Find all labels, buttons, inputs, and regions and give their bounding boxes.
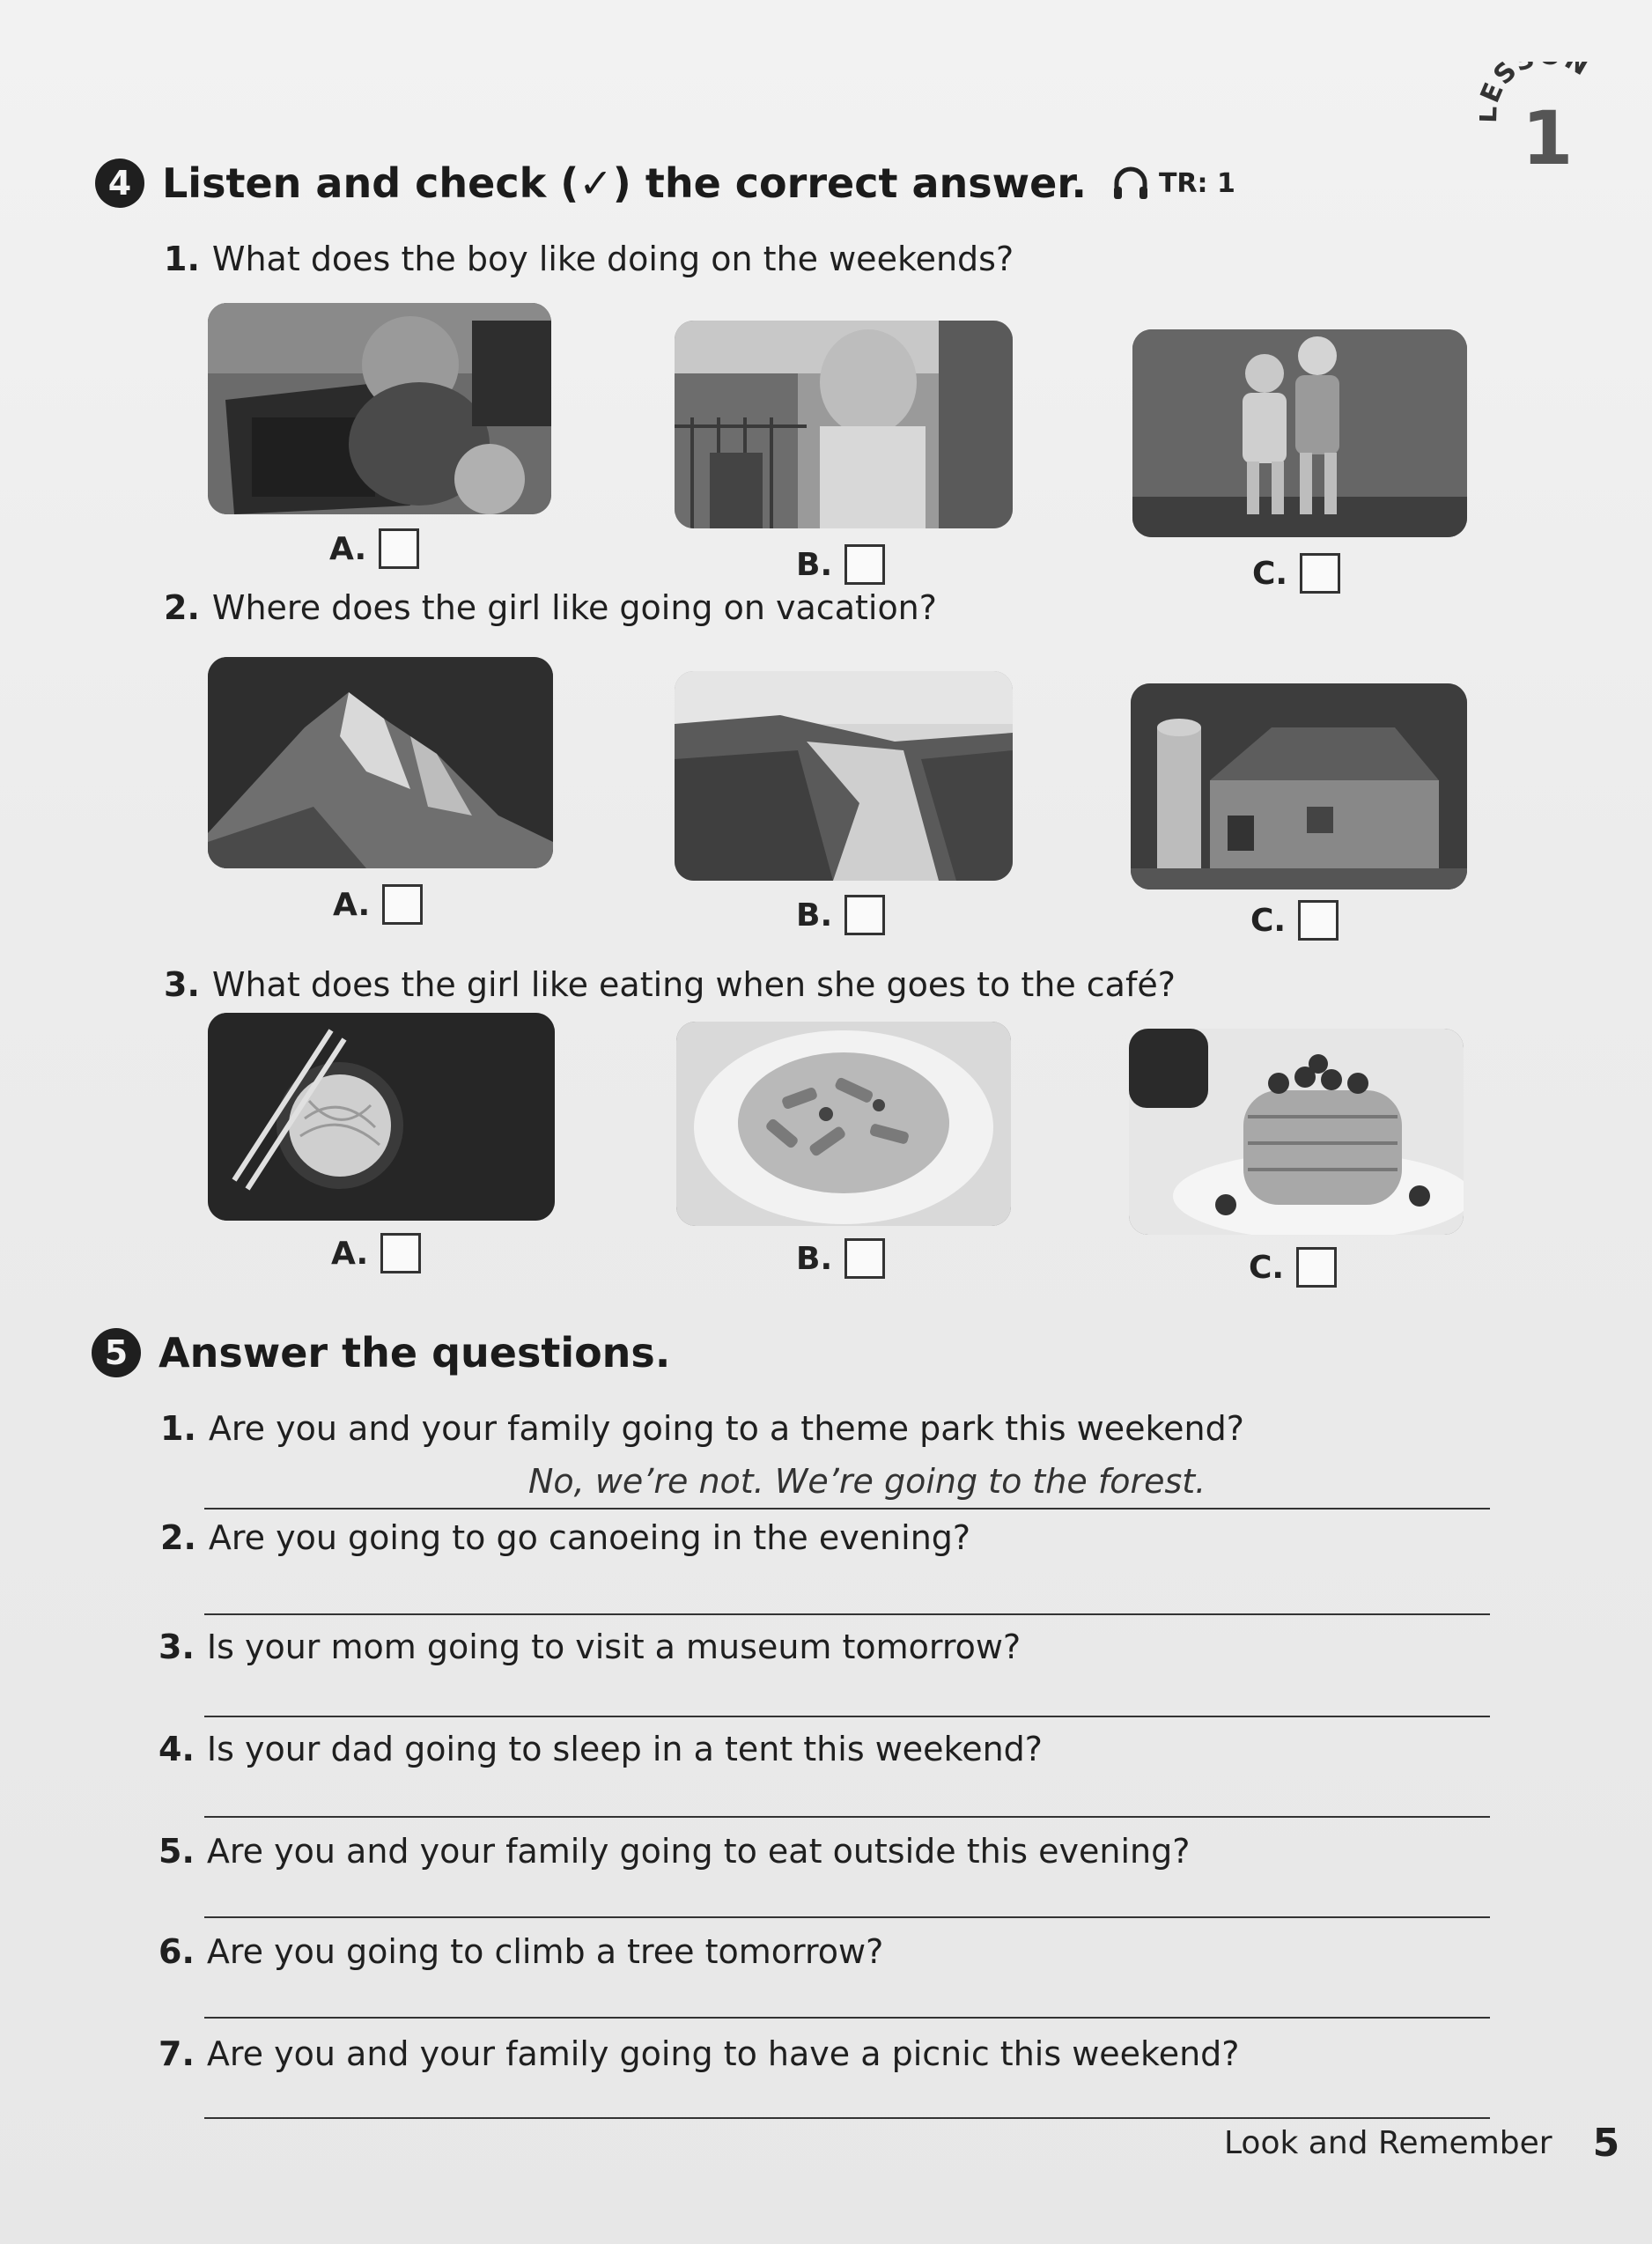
answer-line[interactable]: [204, 1613, 1490, 1615]
s4-q1-option-a[interactable]: A.: [329, 528, 419, 569]
s4-q2-option-a[interactable]: A.: [333, 884, 423, 925]
s5-question-4: 4. Is your dad going to sleep in a tent this weekend?: [159, 1730, 1043, 1768]
s5-question-6: 6. Are you going to climb a tree tomorrow?: [159, 1932, 884, 1971]
section-5-header: [92, 1328, 670, 1377]
s4-q3-option-a[interactable]: A.: [331, 1233, 421, 1273]
track-label: TR: 1: [1158, 167, 1235, 199]
answer-line: [204, 1508, 1490, 1510]
s5-question-3: 3. Is your mom going to visit a museum tomorrow?: [159, 1628, 1021, 1666]
footer-title: Look and Remember: [1224, 2125, 1552, 2161]
photo-river-valley: [675, 671, 1013, 881]
checkbox[interactable]: [844, 544, 885, 585]
s5-question-5: 5. Are you and your family going to eat outside this evening?: [159, 1832, 1191, 1871]
s4-q2-option-c[interactable]: C.: [1250, 900, 1339, 941]
photo-pancakes: [1129, 1029, 1464, 1235]
checkbox[interactable]: [379, 528, 419, 569]
section-5-title: Answer the questions.: [159, 1329, 671, 1377]
checkbox[interactable]: [380, 1233, 421, 1273]
checkbox[interactable]: [382, 884, 423, 925]
section-4-title: Listen and check (✓) the correct answer.: [162, 159, 1087, 207]
checkbox[interactable]: [844, 1238, 885, 1279]
photo-barn: [1131, 683, 1467, 889]
s4-q2-option-b[interactable]: B.: [796, 895, 885, 935]
s5-answer-1[interactable]: No, we’re not. We’re going to the forest.: [528, 1462, 1206, 1501]
section-4-number: 4: [95, 159, 144, 208]
checkbox[interactable]: [1300, 553, 1340, 594]
answer-line[interactable]: [204, 1716, 1490, 1717]
s4-question-3: 3. What does the girl like eating when she goes to the café?: [164, 965, 1176, 1004]
lesson-word: S N: [1487, 62, 1596, 92]
checkbox[interactable]: [1296, 1247, 1337, 1288]
photo-pasta: [676, 1022, 1011, 1226]
s5-question-2: 2. Are you going to go canoeing in the evening?: [160, 1518, 971, 1557]
answer-line[interactable]: [204, 1816, 1490, 1818]
answer-line[interactable]: [204, 2117, 1490, 2119]
photo-noodle-bowl: [208, 1013, 555, 1221]
answer-line[interactable]: [204, 2017, 1490, 2019]
s4-q3-option-b[interactable]: B.: [796, 1238, 885, 1279]
headphones-icon: [1111, 164, 1150, 203]
photo-boy-computer: [208, 303, 551, 514]
s4-question-1: 1. What does the boy like doing on the weekends?: [164, 240, 1014, 278]
photo-kids-rollerskating: [1132, 329, 1467, 537]
section-5-number: 5: [92, 1328, 141, 1377]
s4-q1-option-c[interactable]: C.: [1252, 553, 1340, 594]
audio-track[interactable]: [1111, 164, 1235, 203]
checkbox[interactable]: [1298, 900, 1339, 941]
section-4-header: [95, 159, 1235, 208]
s5-question-1: 1. Are you and your family going to a theme park this weekend?: [160, 1409, 1244, 1448]
checkbox[interactable]: [844, 895, 885, 935]
lesson-number: 1: [1522, 95, 1574, 181]
photo-child-covering-eyes: [675, 321, 1013, 528]
answer-line[interactable]: [204, 1916, 1490, 1918]
s4-q1-option-b[interactable]: B.: [796, 544, 885, 585]
s4-question-2: 2. Where does the girl like going on vacation?: [164, 588, 937, 627]
s5-question-7: 7. Are you and your family going to have a picnic this weekend?: [159, 2034, 1240, 2073]
photo-mountain: [208, 657, 553, 868]
s4-q3-option-c[interactable]: C.: [1249, 1247, 1337, 1288]
page-number: 5: [1592, 2121, 1620, 2166]
page-footer: [1224, 2121, 1619, 2166]
